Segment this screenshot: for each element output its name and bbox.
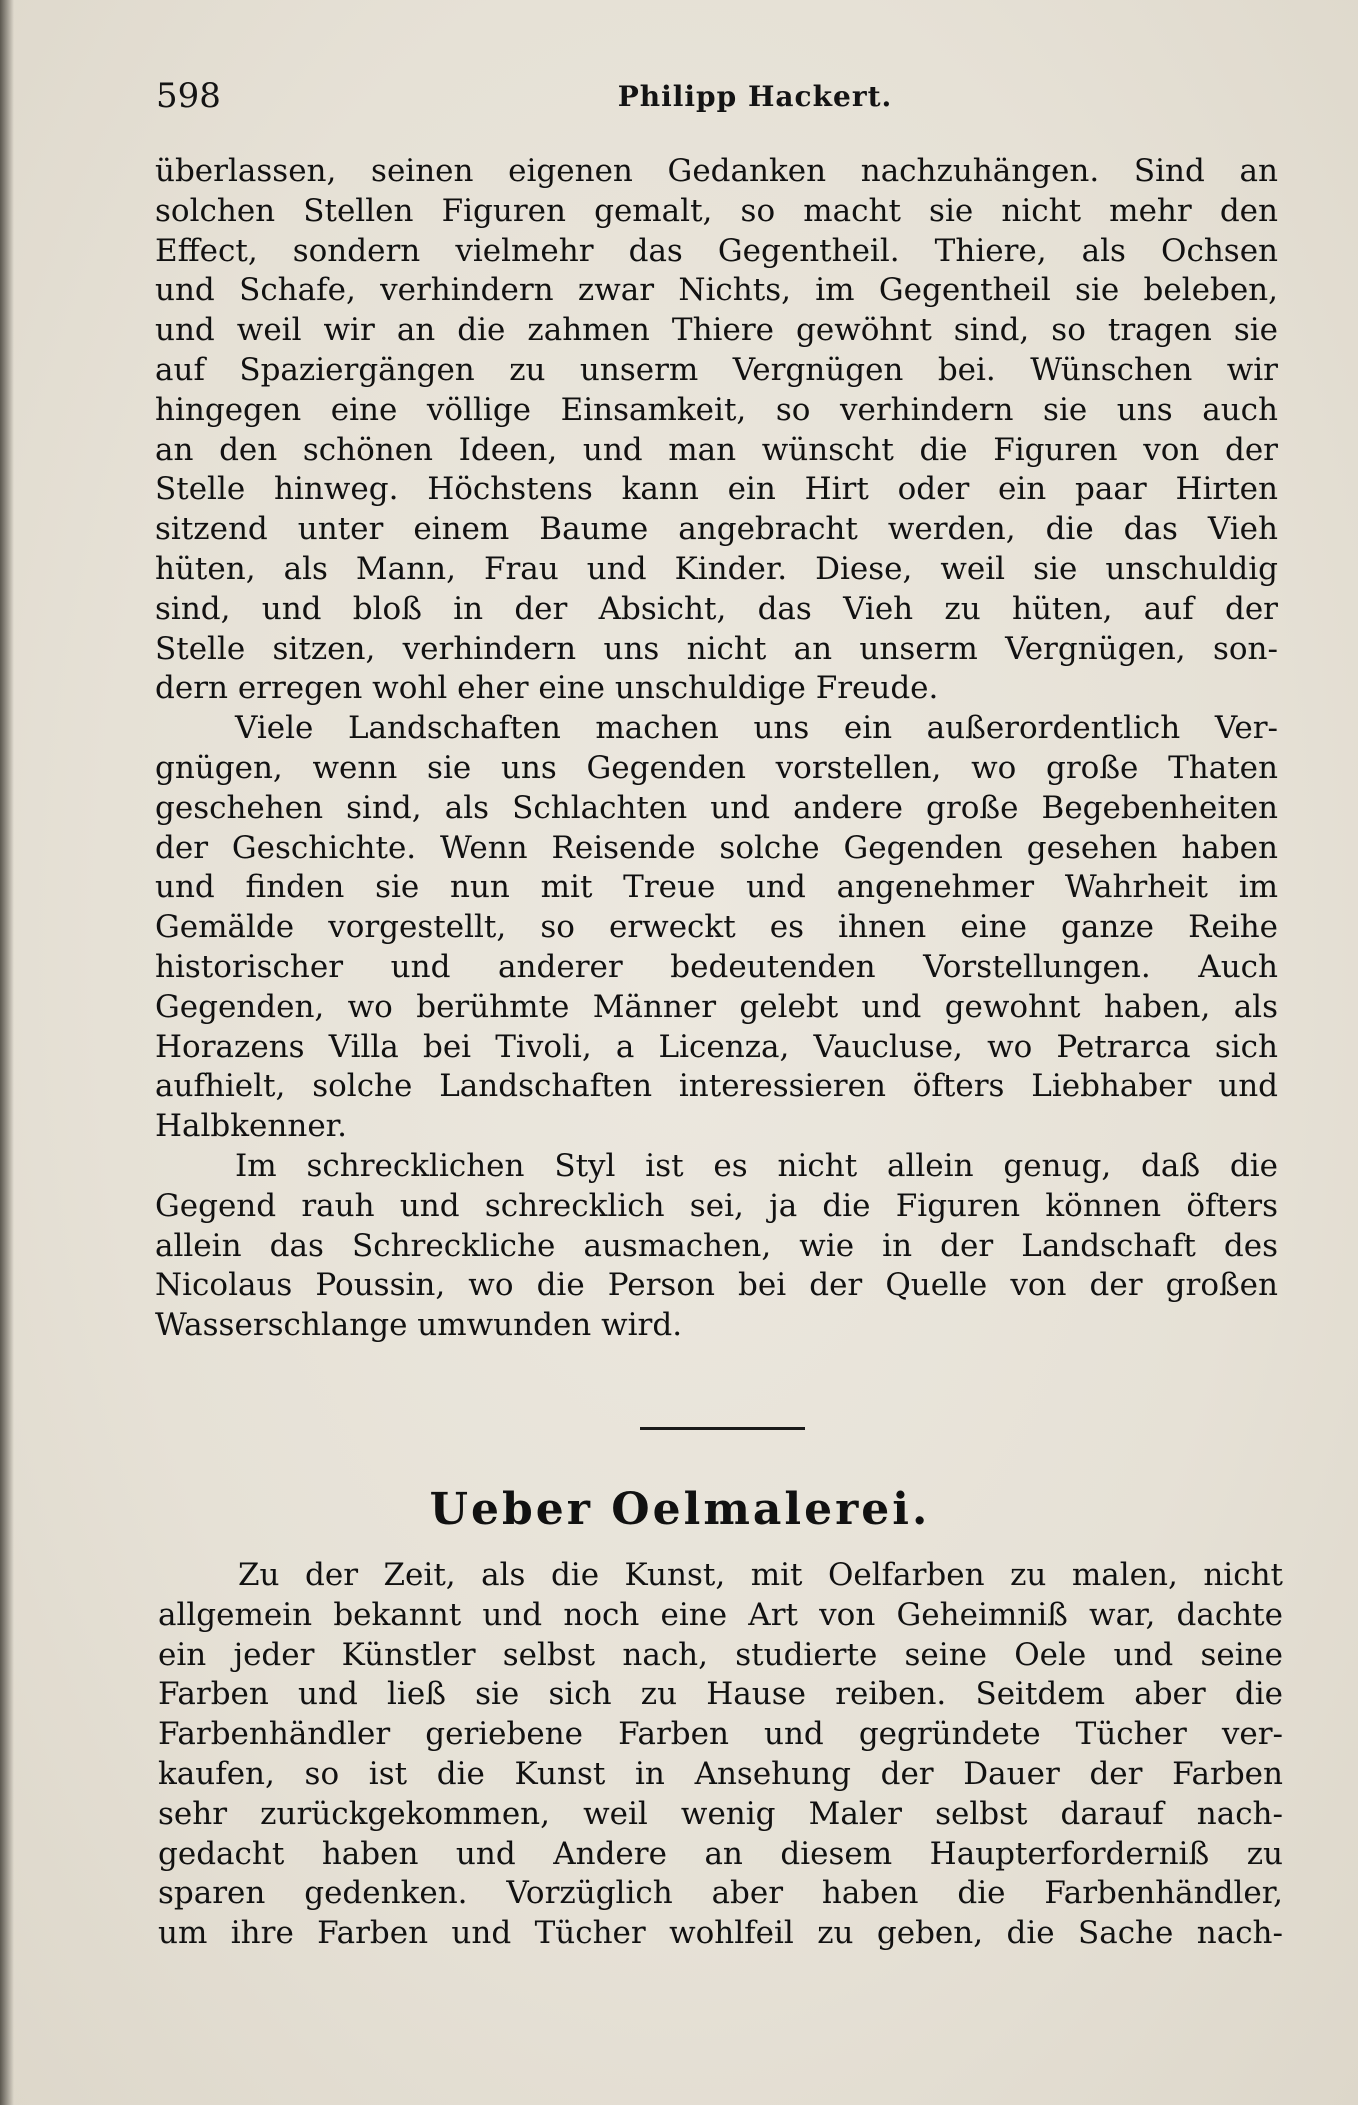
text-line: kaufen, so ist die Kunst in Ansehung der Dauer der Farben [158, 1755, 1283, 1792]
text-line: und Schafe, verhindern zwar Nichts, im Gegentheil sie beleben, [155, 272, 1278, 309]
section-divider [640, 1427, 805, 1430]
running-head: Philipp Hackert. [617, 80, 893, 113]
text-line: allein das Schreckliche ausmachen, wie in der Landschaft des [155, 1227, 1278, 1264]
text-line: Horazens Villa bei Tivoli, a Licenza, Vaucluse, wo Petrarca sich [155, 1028, 1278, 1065]
text-line: Farbenhändler geriebene Farben und gegründete Tücher ver- [158, 1716, 1283, 1753]
text-line: allgemein bekannt und noch eine Art von Geheimniß war, dachte [158, 1596, 1283, 1633]
text-line: Stelle hinweg. Höchstens kann ein Hirt oder ein paar Hirten [155, 471, 1278, 508]
text-line: und weil wir an die zahmen Thiere gewöhnt sind, so tragen sie [155, 312, 1278, 349]
text-line: an den schönen Ideen, und man wünscht die Figuren von der [155, 431, 1278, 468]
page-gutter-shadow [0, 0, 14, 2105]
text-line: überlassen, seinen eigenen Gedanken nachzuhängen. Sind an [155, 153, 1278, 189]
text-line: ein jeder Künstler selbst nach, studierte seine Oele und seine [158, 1636, 1283, 1673]
text-line: sind, und bloß in der Absicht, das Vieh zu hüten, auf der [155, 590, 1278, 627]
text-line: Zu der Zeit, als die Kunst, mit Oelfarben zu malen, nicht [238, 1557, 1283, 1593]
text-line: gedacht haben und Andere an diesem Haupterforderniß zu [158, 1835, 1283, 1872]
text-line: dern erregen wohl eher eine unschuldige Freude. [155, 670, 939, 707]
text-line: geschehen sind, als Schlachten und andere große Begebenheiten [155, 789, 1278, 826]
text-line: der Geschichte. Wenn Reisende solche Gegenden gesehen haben [155, 829, 1278, 866]
text-line: Nicolaus Poussin, wo die Person bei der Quelle von der großen [155, 1267, 1278, 1304]
text-line: Farben und ließ sie sich zu Hause reiben. Seitdem aber die [158, 1676, 1283, 1713]
text-line: solchen Stellen Figuren gemalt, so macht sie nicht mehr den [155, 192, 1278, 229]
text-line: aufhielt, solche Landschaften interessieren öfters Liebhaber und [155, 1068, 1278, 1105]
text-line: Gegend rauh und schrecklich sei, ja die Figuren können öfters [155, 1187, 1278, 1224]
text-line: Im schrecklichen Styl ist es nicht allein genug, daß die [235, 1147, 1278, 1184]
text-line: Gegenden, wo berühmte Männer gelebt und gewohnt haben, als [155, 988, 1278, 1025]
text-line: Stelle sitzen, verhindern uns nicht an unserm Vergnügen, son- [155, 630, 1278, 667]
body-text [155, 152, 1278, 1346]
body-text [158, 1556, 1283, 1954]
text-line: historischer und anderer bedeutenden Vorstellungen. Auch [155, 948, 1278, 985]
text-line: Halbkenner. [155, 1108, 347, 1145]
text-line: hingegen eine völlige Einsamkeit, so verhindern sie uns auch [155, 391, 1278, 428]
text-line: Wasserschlange umwunden wird. [155, 1307, 683, 1344]
text-line: auf Spaziergängen zu unserm Vergnügen bei. Wünschen wir [155, 351, 1278, 388]
text-line: sitzend unter einem Baume angebracht werden, die das Vieh [155, 511, 1278, 548]
text-line: hüten, als Mann, Frau und Kinder. Diese, weil sie unschuldig [155, 550, 1278, 587]
text-line: gnügen, wenn sie uns Gegenden vorstellen, wo große Thaten [155, 749, 1278, 786]
text-line: Effect, sondern vielmehr das Gegentheil. Thiere, als Ochsen [155, 232, 1278, 269]
page-header [150, 72, 1280, 120]
text-line: und finden sie nun mit Treue und angenehmer Wahrheit im [155, 869, 1278, 906]
text-line: sehr zurückgekommen, weil wenig Maler selbst darauf nach- [158, 1795, 1283, 1832]
section-heading: Ueber Oelmalerei. [429, 1484, 931, 1535]
page-number: 598 [156, 76, 221, 116]
text-line: Gemälde vorgestellt, so erweckt es ihnen eine ganze Reihe [155, 909, 1278, 946]
text-line: um ihre Farben und Tücher wohlfeil zu geben, die Sache nach- [158, 1915, 1283, 1952]
text-line: Viele Landschaften machen uns ein außerordentlich Ver- [235, 710, 1278, 747]
text-line: sparen gedenken. Vorzüglich aber haben die Farbenhändler, [158, 1875, 1283, 1912]
